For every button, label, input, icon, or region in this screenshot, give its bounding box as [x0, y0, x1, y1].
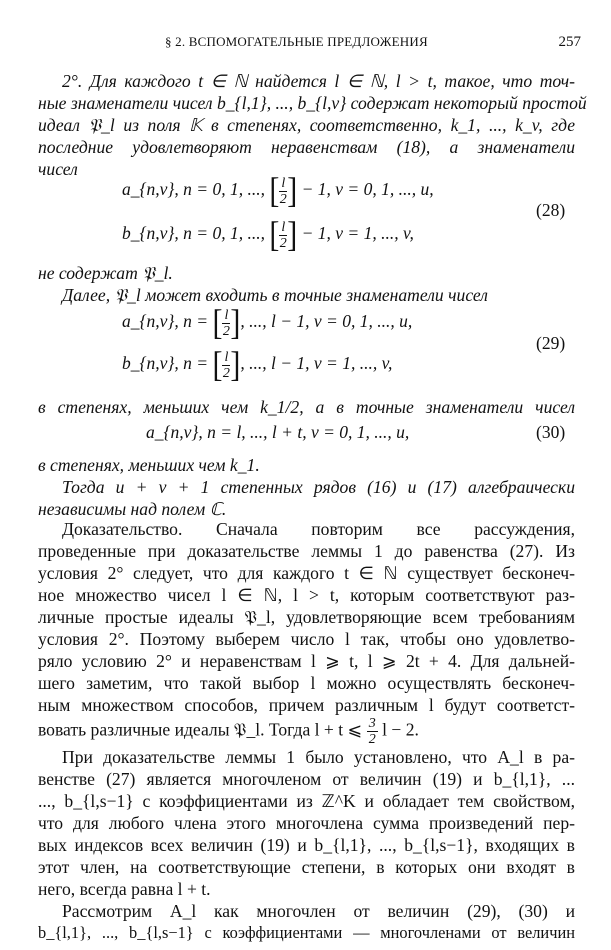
text-line: что для любого члена этого многочлена сумма произведений пер- [38, 813, 575, 833]
denominator: 2 [279, 235, 287, 251]
bracket-left: [ [269, 214, 280, 255]
text-line: последние удовлетворяют неравенствам (18), а знаменатели [38, 137, 575, 157]
text-line: в степенях, меньших чем k_1/2, а в точные знаменатели чисел [38, 397, 575, 417]
text-line: идеал 𝔓_l из поля 𝕂 в степенях, соответственно, k_1, ..., k_v, где [38, 115, 575, 135]
text-line: шего заметим, что такой выбор l можно осуществлять бесконеч- [38, 673, 575, 693]
equation-28-row-2 [122, 214, 414, 255]
fraction [279, 220, 287, 251]
running-header [0, 34, 611, 54]
text-line: условия 2°. Поэтому выберем число l так, чтобы оно удовлетво- [38, 629, 575, 649]
formula-part: b_{n,ν}, n = 0, 1, ..., [122, 223, 270, 244]
text-line: Рассмотрим A_l как многочлен от величин (29), (30) и [62, 901, 575, 921]
text-part: вовать различные идеалы 𝔓_l. Тогда l + t ⩽ [38, 719, 367, 740]
denominator: 2 [222, 365, 230, 381]
numerator: 3 [368, 716, 376, 731]
denominator: 2 [279, 191, 287, 207]
section-title: § 2. ВСПОМОГАТЕЛЬНЫЕ ПРЕДЛОЖЕНИЯ [165, 34, 428, 49]
text-line: личные простые идеалы 𝔓_l, удовлетворяющие всем требованиям [38, 607, 575, 627]
numerator: l [281, 219, 286, 235]
bracket-right: ] [287, 214, 298, 255]
equation-29-row-2 [122, 344, 393, 385]
text-line: Далее, 𝔓_l может входить в точные знаменатели чисел [62, 285, 488, 305]
equation-30: a_{n,ν}, n = l, ..., l + t, ν = 0, 1, ..., u, [146, 422, 410, 442]
bracket-right: ] [287, 170, 298, 211]
text-part: l − 2. [377, 719, 419, 740]
text-line: Доказательство. Сначала повторим все рассуждения, [62, 519, 575, 539]
formula-part: − 1, ν = 1, ..., v, [297, 223, 414, 244]
formula-part: a_{n,ν}, n = [122, 311, 213, 332]
text-line: условия 2° следует, что для каждого t ∈ ℕ существует бесконеч- [38, 563, 575, 583]
text-line: него, всегда равна l + t. [38, 879, 211, 899]
text-line: проведенные при доказательстве леммы 1 до равенства (27). Из [38, 541, 575, 561]
text-line: 2°. Для каждого t ∈ ℕ найдется l ∈ ℕ, l > t, такое, что точ- [62, 71, 575, 91]
text-line: При доказательстве леммы 1 было установлено, что A_l в ра- [62, 747, 575, 767]
formula-part: , ..., l − 1, ν = 1, ..., v, [240, 353, 393, 374]
equation-number: (29) [536, 333, 566, 353]
bracket-left: [ [212, 344, 223, 385]
text-line: чисел [38, 159, 78, 179]
fraction [222, 308, 230, 339]
denominator: 2 [222, 323, 230, 339]
text-line: ряло условию 2° и неравенствам l ⩾ t, l ⩾ 2t + 4. Для дальней- [38, 651, 575, 671]
text-line: этот член, на соответствующие степени, в которых они входят в [38, 857, 575, 877]
text-line: ные знаменатели чисел b_{l,1}, ..., b_{l,v} содержат некоторый простой [38, 93, 587, 113]
fraction [279, 176, 287, 207]
text-line: ..., b_{l,s−1} с коэффициентами из ℤ^K и обладает тем свойством, [38, 791, 575, 811]
formula-part: b_{n,ν}, n = [122, 353, 213, 374]
equation-28-row-1 [122, 170, 434, 211]
bracket-left: [ [269, 170, 280, 211]
formula-part: a_{n,ν}, n = 0, 1, ..., [122, 179, 270, 200]
equation-29-row-1 [122, 302, 413, 343]
numerator: l [224, 307, 229, 323]
text-line: не содержат 𝔓_l. [38, 263, 173, 283]
text-line: вых индексов всех величин (19) и b_{l,1}, ..., b_{l,s−1}, входящих в [38, 835, 575, 855]
formula-part: , ..., l − 1, ν = 0, 1, ..., u, [240, 311, 413, 332]
bracket-right: ] [230, 302, 241, 343]
numerator: l [224, 349, 229, 365]
text-line: Тогда u + v + 1 степенных рядов (16) и (17) алгебраически [62, 477, 575, 497]
fraction [222, 350, 230, 381]
bracket-right: ] [230, 344, 241, 385]
text-line [38, 716, 575, 747]
denominator: 2 [368, 732, 376, 747]
text-line: ным множеством способов, причем различным l будут соответст- [38, 695, 575, 715]
text-line: b_{l,1}, ..., b_{l,s−1} с коэффициентами — многочленами от величин [38, 923, 575, 942]
page-number: 257 [558, 34, 581, 50]
text-line: венстве (27) является многочленом от величин (19) и b_{l,1}, ... [38, 769, 575, 789]
text-line: ное множество чисел l ∈ ℕ, l > t, которым соответствуют раз- [38, 585, 575, 605]
equation-number: (30) [536, 422, 566, 442]
text-line: независимы над полем ℂ. [38, 499, 227, 519]
formula-part: − 1, ν = 0, 1, ..., u, [297, 179, 434, 200]
equation-number: (28) [536, 200, 566, 220]
text-line: в степенях, меньших чем k_1. [38, 455, 260, 475]
numerator: l [281, 175, 286, 191]
fraction [367, 716, 378, 747]
bracket-left: [ [212, 302, 223, 343]
